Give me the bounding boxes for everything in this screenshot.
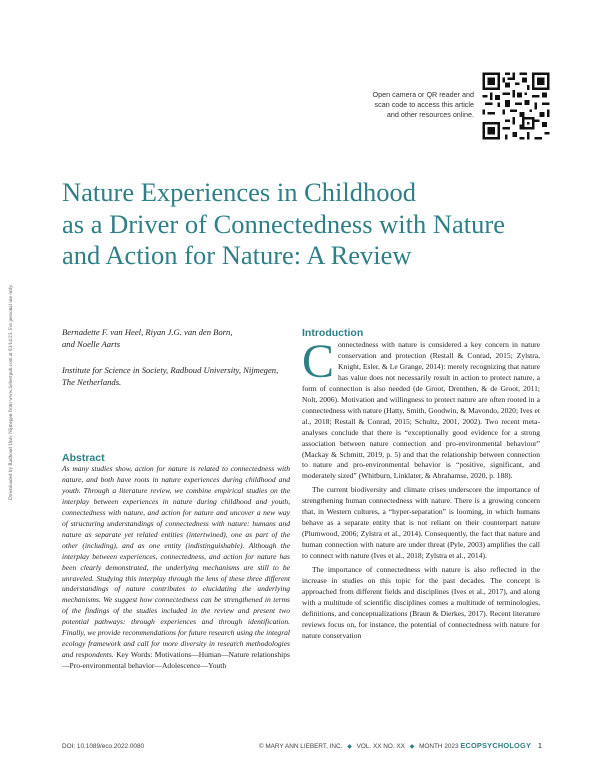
keywords: Key Words: Motivations—Human—Nature relationships—Pro-environmental behavior—Adolescence—Youth <box>62 650 290 671</box>
separator-icon: ◆ <box>347 744 352 750</box>
doi-link[interactable]: DOI: 10.1089/eco.2022.0080 <box>62 743 145 750</box>
introduction-body <box>302 335 540 645</box>
separator-icon: ◆ <box>409 744 415 750</box>
title-line: Nature Experiences in Childhood <box>62 177 416 207</box>
title-line: as a Driver of Connectedness with Nature <box>62 208 505 239</box>
qr-caption-line: Open camera or QR reader and <box>372 90 474 99</box>
intro-paragraph: The current biodiversity and climate crises underscore the importance of strengthening human connectedness with nature. There is a growing concern that, in Western cultures, a “hyper-separation” is looming, in which humans behave as a separate entity that is not reliant on their counterpart nature (Plumwood, 2006; Zylstra et al., 2014). Consequently, the fact that nature and human connection with nature are under threat (Pyle, 2003) amplifies the call to connect with nature (Ives et al., 2018; Zylstra et al., 2014). <box>302 485 540 561</box>
qr-caption-line: scan code to access this article <box>374 100 474 109</box>
qr-caption <box>340 90 474 120</box>
download-notice: Downloaded by Radboud Univ Nijmegen from www.liebertpub.com at 03/14/23. For personal use only. <box>8 284 14 500</box>
qr-caption-line: and other resources online. <box>386 110 474 119</box>
page-footer <box>62 741 542 753</box>
abstract-text: As many studies show, action for nature is related to connectedness with nature, and both have roots in nature experiences during childhood and youth. Through a literature review, we combine empirical studies on the interplay between experiences in nature during childhood and youth, connectedness with nature, and action for nature and uncover a new way of structuring understandings of connectedness with nature: humans and nature as separate yet related entities (intertwined), one as part of the other (including), and as one entity (indistinguishable). Although the interplay between experiences, connectedness, and action for nature has been clearly demonstrated, the underlying mechanisms are still to be unraveled. Studying this interplay through the lens of these three different understandings of nature contributes to elucidating the underlying mechanisms. We suggest how connectedness can be strengthened in terms of the findings of the studies included in the review and present two potential pathways: through experiences and through identification. Finally, we provide recommendations for future research using the integral ecology framework and call for more diversity in research methodologies and respondents. <box>62 464 290 660</box>
volume: VOL. XX NO. XX <box>356 743 405 750</box>
introduction-heading: Introduction <box>302 327 364 339</box>
qr-code-icon[interactable] <box>480 70 552 142</box>
copyright: © MARY ANN LIEBERT, INC. <box>258 743 343 750</box>
journal-name: ECOPSYCHOLOGY <box>460 741 532 750</box>
author-list <box>62 326 292 350</box>
intro-paragraph-text: onnectedness with nature is considered a key concern in nature conservation and protection (Restall & Conrad, 2015; Zylstra, Knight, Esler, & Le Grange, 2014): merely recognizing that nature has value does not necessarily result in action to protect nature, a form of connection is also needed (de Groot, Drenthen, & de Groot, 2011; Nolt, 2006). Motivation and willingness to protect nature are often rooted in a connectedness with nature (Hatty, Smith, Goodwin, & Mavondo, 2020; Ives et al., 2018; Restall & Conrad, 2015; Schultz, 2001, 2002). Two recent meta-analyses conclude that there is “exceptionally good evidence for a strong association between nature connection and pro-environmental behaviour” (Mackay & Schmitt, 2019, p. 5) and that the relationship between connection to nature and pro-environmental behavior is “positive, significant, and moderately sized” (Whitburn, Linklater, & Abrahamse, 2020, p. 188). <box>302 340 540 481</box>
intro-paragraph: The importance of connectedness with nature is also reflected in the increase in studies on this topic for the past decades. The concept is approached from different fields and disciplines (Ives et al., 2017), and along with a multitude of scientific disciplines comes a multitude of terminologies, definitions, and conceptualizations (Braun & Dierkes, 2017). Recent literature reviews focus on, for instance, the potential of connectedness with nature for nature conservation <box>302 565 540 640</box>
affiliation-line: Institute for Science in Society, Radboud University, Nijmegen, <box>62 365 279 375</box>
article-title <box>62 177 562 272</box>
abstract-heading: Abstract <box>62 452 105 464</box>
intro-paragraph <box>302 335 540 482</box>
footer-meta <box>259 741 542 750</box>
affiliation <box>62 364 292 388</box>
drop-cap: C <box>302 335 335 388</box>
author-line: and Noelle Aarts <box>62 339 121 349</box>
abstract-body <box>62 464 290 672</box>
title-line: and Action for Nature: A Review <box>62 240 412 270</box>
author-line: Bernadette F. van Heel, Riyan J.G. van den Born, <box>62 327 233 337</box>
page-number: 1 <box>537 741 542 750</box>
issue-month: MONTH 2023 <box>419 743 459 750</box>
affiliation-line: The Netherlands. <box>62 377 122 387</box>
